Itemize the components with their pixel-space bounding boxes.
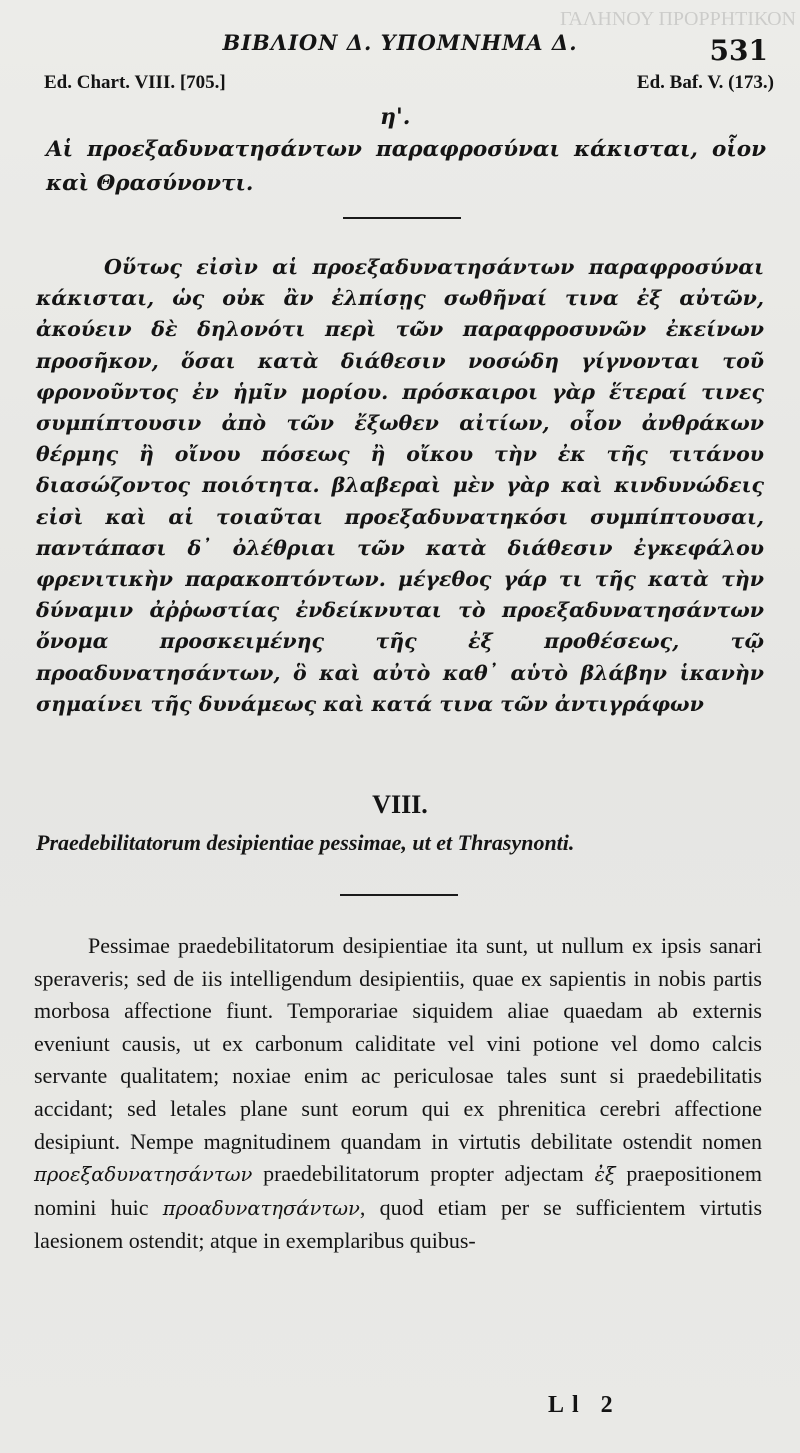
signature-mark: Ll 2 bbox=[548, 1392, 621, 1418]
divider-rule bbox=[340, 894, 458, 896]
greek-lemma: Αἱ προεξαδυνατησάντων παραφροσύναι κάκισται, οἷον καὶ Θρασύνοντι. bbox=[46, 137, 766, 196]
edition-basel-ref: Ed. Baf. V. (173.) bbox=[636, 72, 774, 93]
greek-commentary: Οὕτως εἰσὶν αἱ προεξαδυνατησάντων παραφροσύναι κάκισται, ὡς οὐκ ἂν ἐλπίσῃς σωθῆναί τινα ἐξ αὐτῶν, ἀκούειν δὲ δηλονότι περὶ τῶν παραφροσυνῶν ἐκείνων προσῆκον, ὅσαι κατὰ διάθεσιν νοσώδη γίγνονται τοῦ φρονοῦντος ἐν ἡμῖν μορίου. πρόσκαιροι γὰρ ἕτεραί τινες συμπίπτουσιν ἀπὸ τῶν ἔξωθεν αἰτίων, οἷον ἀνθράκων θέρμης ἢ οἴνου πόσεως ἢ οἴκου τὴν ἐκ τῆς τιτάνου διασώζοντος ποιότητα. βλαβεραὶ μὲν γὰρ καὶ κινδυνώδεις εἰσὶ καὶ αἱ τοιαῦται προεξαδυνατηκόσι συμπίπτουσαι, παντάπασι δ᾽ ὀλέθριαι τῶν κατὰ διάθεσιν ἐγκεφάλου φρενιτικὴν παρακοπτόντων. μέγεθος γάρ τι τῆς κατὰ τὴν δύναμιν ἀῤῥωστίας ἐνδείκνυται τὸ προεξαδυνατησάντων ὄνομα προσκειμένης τῆς ἐξ προθέσεως, τῷ προαδυνατησάντων, ὃ καὶ αὐτὸ καθ᾽ αὑτὸ βλάβην ἱκανὴν σημαίνει τῆς δυνάμεως καὶ κατά τινα τῶν ἀντιγράφων bbox=[36, 255, 764, 716]
latin-text: praepositionem nomini huic bbox=[34, 1161, 763, 1220]
edition-chartier-ref: Ed. Chart. VIII. [705.] bbox=[44, 72, 226, 93]
latin-text: praedebilitatorum propter adjectam bbox=[263, 1161, 584, 1187]
latin-lemma: Praedebilitatorum desipientiae pessimae, ut et Thrasynonti. bbox=[36, 830, 575, 855]
page-number: 531 bbox=[709, 34, 768, 67]
greek-term: ἐξ bbox=[594, 1163, 616, 1187]
latin-text: , quod etiam per se sufficientem virtutis laesionem ostendit; atque in exemplaribus quibus- bbox=[34, 1194, 763, 1254]
divider-rule bbox=[343, 217, 461, 219]
latin-commentary bbox=[34, 930, 762, 1258]
greek-term: προεξαδυνατησάντων bbox=[34, 1163, 253, 1187]
bleed-through-text: ΓΑΛΗΝΟΥ ΠΡΟΡΡΗΤΙΚΟΝ bbox=[560, 8, 796, 30]
running-head: ΒΙΒΛΙΟΝ Δ. ΥΠΟΜΝΗΜΑ Δ. bbox=[222, 30, 578, 55]
latin-text: Pessimae praedebilitatorum desipientiae ita sunt, ut nullum ex ipsis sanari speraveris; sed de iis intelligendum desipientiis, quae ex sapientis in nobis partis morbosa affectione fiunt. Temporariae siquidem aliae quaedam ab externis eveniunt causis, ut ex carbonum caliditate vel vini potione vel domo calcis servante qualitatem; noxiae enim ac periculosae tales sunt si praedebilitatis accidant; sed letales plane sunt eorum qui ex phrenitica cerebri affectione desipiunt. Nempe magnitudinem quandam in virtutis debilitate ostendit nomen bbox=[34, 933, 762, 1154]
greek-term: προαδυνατησάντων bbox=[162, 1196, 360, 1220]
latin-section-number: VIII. bbox=[372, 790, 428, 819]
greek-section-mark: η'. bbox=[380, 104, 411, 130]
